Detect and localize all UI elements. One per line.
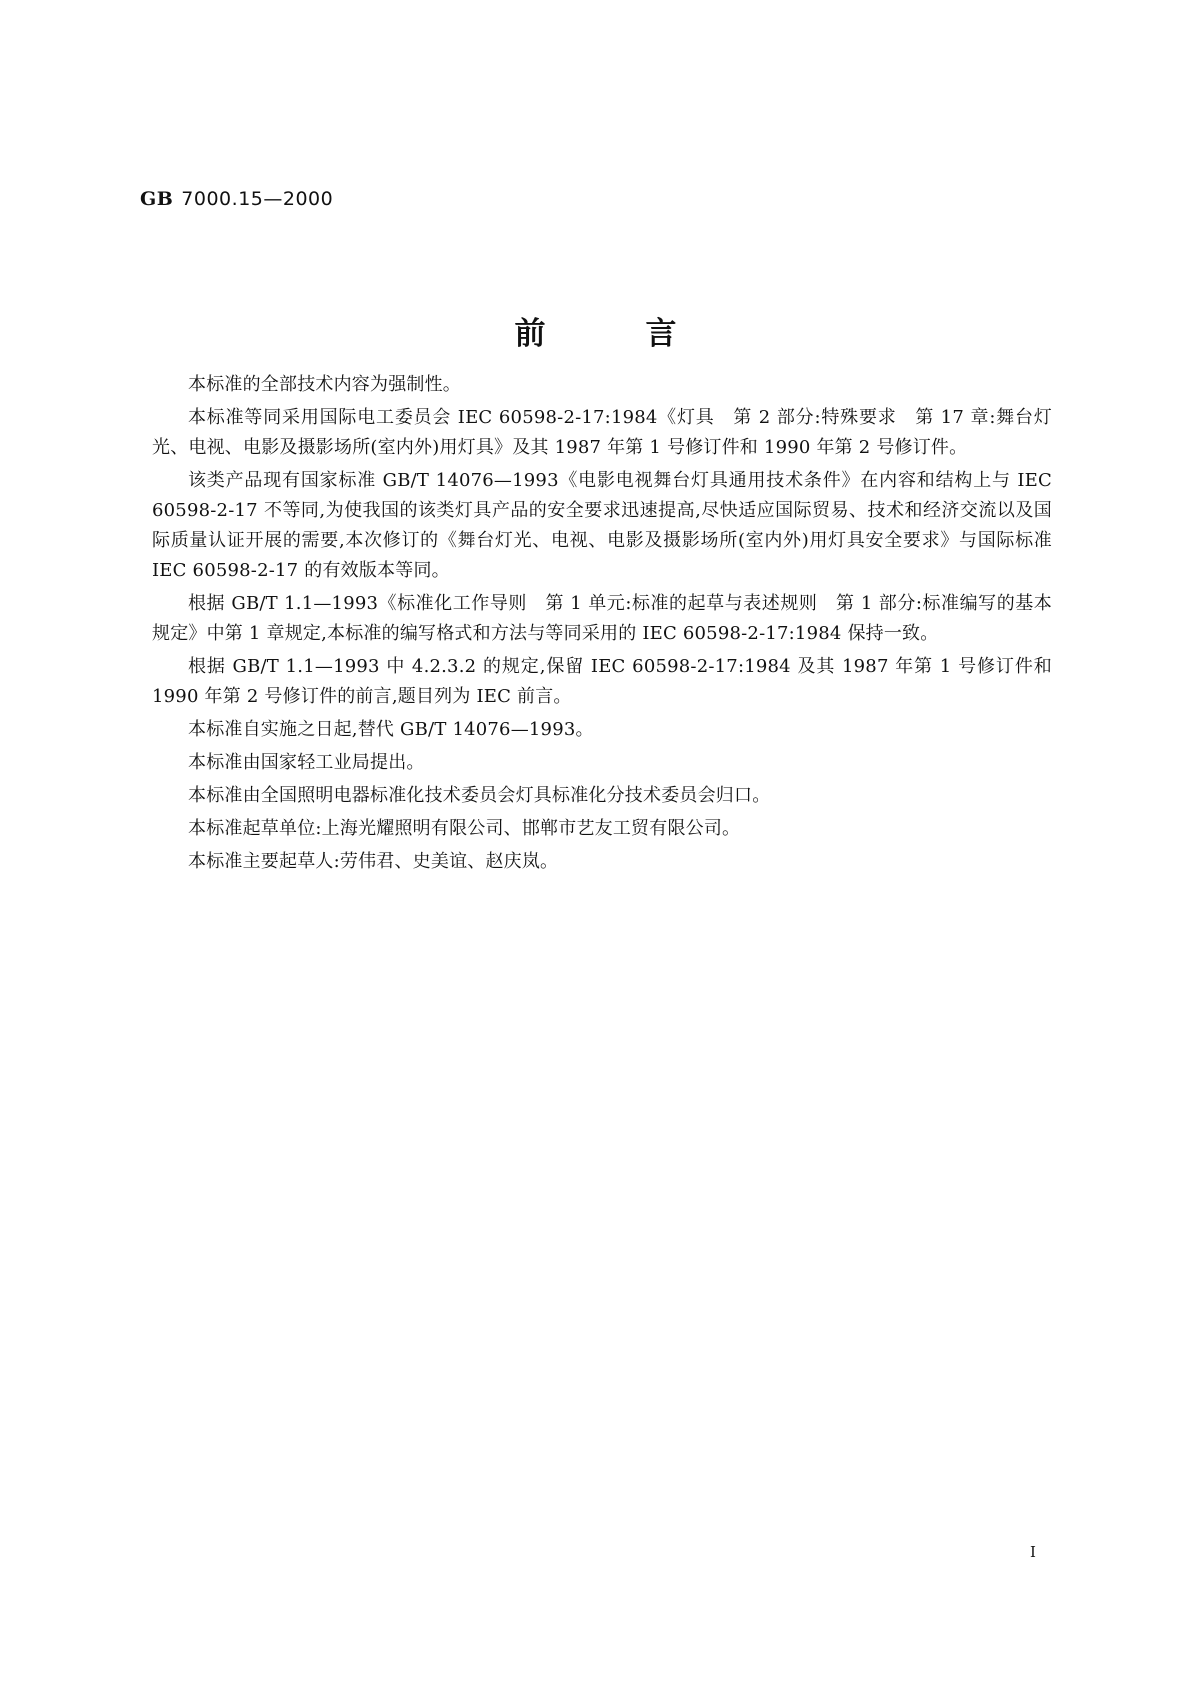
standard-number: 7000.15—2000 <box>181 188 334 210</box>
standard-prefix: GB <box>140 188 174 210</box>
paragraph: 根据 GB/T 1.1—1993 中 4.2.3.2 的规定,保留 IEC 60598-2-17:1984 及其 1987 年第 1 号修订件和 1990 年第 2 号修订件的前言,题目列为 IEC 前言。 <box>152 656 1052 707</box>
paragraph: 本标准自实施之日起,替代 GB/T 14076—1993。 <box>188 719 594 740</box>
paragraph: 本标准起草单位:上海光耀照明有限公司、邯郸市艺友工贸有限公司。 <box>188 818 741 839</box>
page-number: I <box>1030 1543 1036 1561</box>
paragraph: 该类产品现有国家标准 GB/T 14076—1993《电影电视舞台灯具通用技术条件》在内容和结构上与 IEC 60598-2-17 不等同,为使我国的该类灯具产品的安全要求迅速提高,尽快适应国际贸易、技术和经济交流以及国际质量认证开展的需要,本次修订的《舞台灯光、电视、电影及摄影场所(室内外)用灯具安全要求》与国际标准 IEC 60598-2-17 的有效版本等同。 <box>152 470 1052 581</box>
standard-number-header <box>140 188 333 210</box>
paragraph: 本标准由国家轻工业局提出。 <box>188 752 425 773</box>
page-title <box>0 308 1191 353</box>
paragraph: 根据 GB/T 1.1—1993《标准化工作导则 第 1 单元:标准的起草与表述规则 第 1 部分:标准编写的基本规定》中第 1 章规定,本标准的编写格式和方法与等同采用的 IEC 60598-2-17:1984 保持一致。 <box>152 593 1052 644</box>
title-char-2: 言 <box>645 316 677 352</box>
paragraph: 本标准主要起草人:劳伟君、史美谊、赵庆岚。 <box>188 851 559 872</box>
paragraph: 本标准等同采用国际电工委员会 IEC 60598-2-17:1984《灯具 第 2 部分:特殊要求 第 17 章:舞台灯光、电视、电影及摄影场所(室内外)用灯具》及其 1987 年第 1 号修订件和 1990 年第 2 号修订件。 <box>152 407 1052 458</box>
title-char-1: 前 <box>514 316 546 352</box>
paragraph: 本标准由全国照明电器标准化技术委员会灯具标准化分技术委员会归口。 <box>188 785 771 806</box>
foreword-body <box>152 370 1052 880</box>
paragraph: 本标准的全部技术内容为强制性。 <box>188 374 461 395</box>
